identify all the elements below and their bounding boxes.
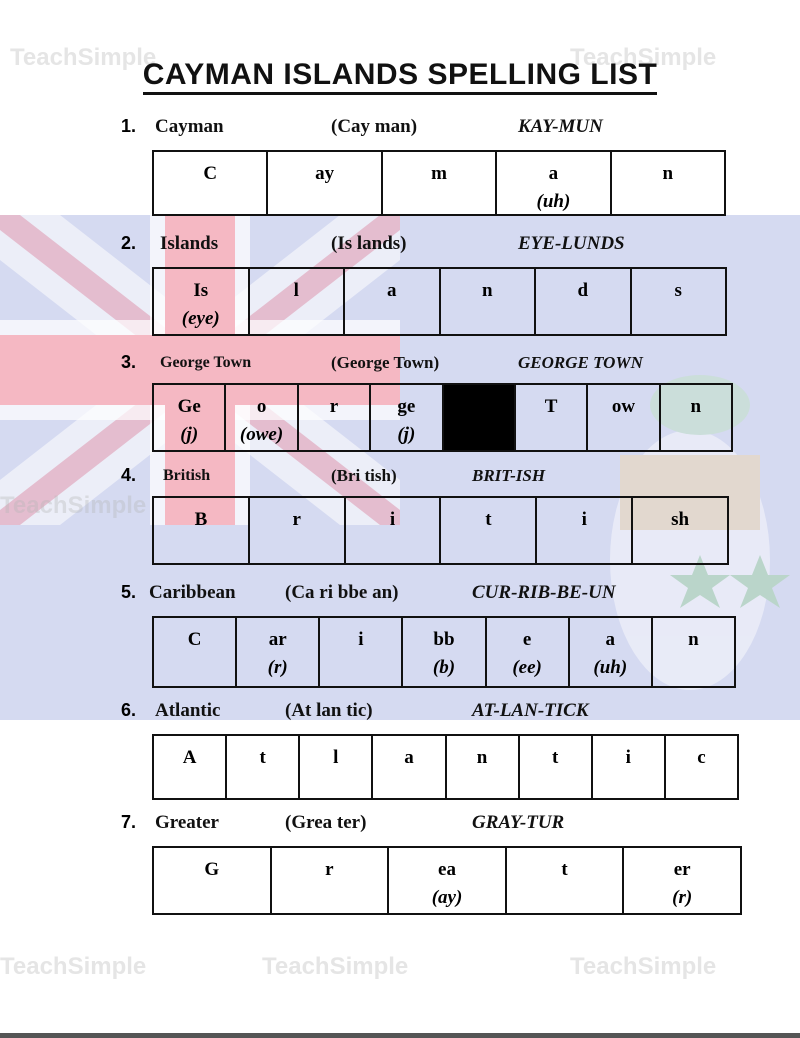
sound-hint: (owe) bbox=[239, 424, 284, 445]
watermark: TeachSimple bbox=[0, 492, 147, 519]
word-label: Atlantic bbox=[155, 700, 221, 721]
item-number: 6. bbox=[121, 700, 137, 720]
word-label: Islands bbox=[160, 233, 219, 254]
grapheme: A bbox=[182, 747, 197, 768]
letter-cell bbox=[154, 498, 250, 563]
syllable-breakdown: (At lan tic) bbox=[285, 700, 373, 721]
phonetic-spelling: AT-LAN-TICK bbox=[472, 700, 589, 721]
letter-cell bbox=[632, 269, 726, 334]
grapheme: c bbox=[697, 747, 706, 768]
grapheme: ar bbox=[268, 629, 287, 650]
item-number: 4. bbox=[121, 465, 137, 485]
phonetic-spelling: KAY-MUN bbox=[518, 116, 603, 137]
phonetic-spelling: BRIT-ISH bbox=[472, 466, 546, 485]
grapheme: G bbox=[204, 859, 220, 880]
grapheme: n bbox=[688, 629, 699, 650]
grapheme: l bbox=[333, 747, 339, 768]
grapheme: Is bbox=[193, 280, 209, 301]
grapheme: r bbox=[329, 396, 339, 417]
letter-cell bbox=[666, 736, 737, 798]
grapheme: i bbox=[389, 509, 396, 530]
watermark: TeachSimple bbox=[570, 44, 717, 71]
grapheme: Ge bbox=[177, 396, 201, 417]
letter-cell bbox=[268, 152, 382, 214]
letter-cell bbox=[507, 848, 625, 913]
grapheme: t bbox=[561, 859, 568, 880]
letter-cell bbox=[441, 498, 537, 563]
grapheme: r bbox=[292, 509, 301, 530]
letter-cell bbox=[154, 152, 268, 214]
letter-cell bbox=[497, 152, 611, 214]
letter-cell bbox=[250, 498, 346, 563]
grapheme: n bbox=[476, 747, 488, 768]
word-label: British bbox=[163, 467, 211, 484]
letter-cell bbox=[653, 618, 734, 686]
grapheme: n bbox=[481, 280, 493, 301]
letter-cell bbox=[272, 848, 390, 913]
letter-cell bbox=[154, 385, 226, 450]
letter-cell bbox=[441, 269, 537, 334]
grapheme: l bbox=[293, 280, 299, 301]
grapheme: o bbox=[256, 396, 267, 417]
phonetic-spelling: GRAY-TUR bbox=[472, 812, 565, 833]
letter-cell bbox=[389, 848, 507, 913]
letter-cell bbox=[227, 736, 300, 798]
letter-cell bbox=[237, 618, 320, 686]
grapheme: bb bbox=[433, 629, 455, 650]
letter-cell bbox=[346, 498, 442, 563]
spelling-grid bbox=[152, 267, 727, 336]
phonetic-spelling: EYE-LUNDS bbox=[518, 233, 625, 254]
letter-cell bbox=[537, 498, 633, 563]
grapheme: C bbox=[187, 629, 202, 650]
letter-cell bbox=[570, 618, 653, 686]
sound-hint: (j) bbox=[180, 424, 199, 445]
grapheme: ay bbox=[315, 163, 335, 184]
letter-cell bbox=[487, 618, 570, 686]
grapheme: a bbox=[404, 747, 414, 768]
page-edge bbox=[0, 1033, 800, 1038]
spelling-grid bbox=[152, 846, 742, 915]
syllable-breakdown: (Ca ri bbe an) bbox=[285, 582, 399, 603]
word-label: George Town bbox=[160, 354, 252, 371]
grapheme: a bbox=[387, 280, 397, 301]
grapheme: m bbox=[431, 163, 447, 184]
sound-hint: (r) bbox=[267, 657, 288, 678]
spelling-grid bbox=[152, 383, 733, 452]
letter-cell bbox=[154, 736, 227, 798]
watermark: TeachSimple bbox=[10, 44, 157, 71]
item-number: 1. bbox=[121, 116, 137, 136]
sound-hint: (j) bbox=[397, 424, 416, 445]
grapheme: ea bbox=[438, 859, 456, 880]
syllable-breakdown: (Cay man) bbox=[331, 116, 418, 137]
letter-cell bbox=[345, 269, 441, 334]
letter-cell bbox=[612, 152, 724, 214]
letter-cell bbox=[250, 269, 346, 334]
letter-cell bbox=[383, 152, 497, 214]
spelling-grid bbox=[152, 734, 739, 800]
grapheme: t bbox=[485, 509, 492, 530]
grapheme: a bbox=[548, 163, 559, 184]
sound-hint: (ee) bbox=[512, 657, 542, 678]
letter-cell bbox=[536, 269, 632, 334]
sound-hint: (b) bbox=[432, 657, 456, 678]
letter-cell bbox=[516, 385, 588, 450]
item-number: 2. bbox=[121, 233, 137, 253]
letter-cell bbox=[520, 736, 593, 798]
grapheme: ow bbox=[611, 396, 636, 417]
item-number: 7. bbox=[121, 812, 137, 832]
sound-hint: (eye) bbox=[181, 308, 220, 329]
letter-cell bbox=[154, 618, 237, 686]
letter-cell bbox=[447, 736, 520, 798]
letter-cell bbox=[299, 385, 371, 450]
word-label: Cayman bbox=[155, 116, 224, 137]
grapheme: T bbox=[544, 396, 558, 417]
grapheme: i bbox=[625, 747, 631, 768]
grapheme: d bbox=[577, 280, 589, 301]
grapheme: ge bbox=[397, 396, 416, 417]
watermark: TeachSimple bbox=[262, 953, 409, 980]
sound-hint: (uh) bbox=[536, 191, 571, 212]
syllable-breakdown: (Grea ter) bbox=[285, 812, 367, 833]
sound-hint: (uh) bbox=[593, 657, 628, 678]
grapheme: r bbox=[325, 859, 334, 880]
letter-cell bbox=[373, 736, 446, 798]
watermark: TeachSimple bbox=[0, 953, 147, 980]
grapheme: i bbox=[581, 509, 587, 530]
letter-cell bbox=[320, 618, 403, 686]
word-label: Caribbean bbox=[149, 582, 236, 603]
syllable-breakdown: (George Town) bbox=[331, 353, 440, 372]
letter-cell bbox=[593, 736, 666, 798]
grapheme: e bbox=[522, 629, 532, 650]
letter-cell bbox=[371, 385, 443, 450]
letter-cell bbox=[661, 385, 731, 450]
phonetic-spelling: CUR-RIB-BE-UN bbox=[472, 582, 616, 603]
grapheme: er bbox=[673, 859, 691, 880]
grapheme: n bbox=[690, 396, 702, 417]
grapheme: C bbox=[203, 163, 218, 184]
grapheme: n bbox=[662, 163, 674, 184]
grapheme: i bbox=[358, 629, 364, 650]
grapheme: B bbox=[194, 509, 208, 530]
letter-cell bbox=[633, 498, 727, 563]
spelling-grid bbox=[152, 616, 736, 688]
syllable-breakdown: (Is lands) bbox=[331, 233, 407, 254]
word-space-cell bbox=[444, 385, 516, 450]
spelling-grid bbox=[152, 496, 729, 565]
letter-cell bbox=[226, 385, 298, 450]
sound-hint: (r) bbox=[672, 887, 693, 908]
letter-cell bbox=[403, 618, 486, 686]
phonetic-spelling: GEORGE TOWN bbox=[518, 353, 643, 372]
word-label: Greater bbox=[155, 812, 219, 833]
letter-cell bbox=[154, 848, 272, 913]
syllable-breakdown: (Bri tish) bbox=[331, 466, 397, 485]
item-number: 5. bbox=[121, 582, 137, 602]
grapheme: a bbox=[605, 629, 616, 650]
sound-hint: (ay) bbox=[431, 887, 463, 908]
grapheme: sh bbox=[671, 509, 690, 530]
spelling-grid bbox=[152, 150, 726, 216]
watermark: TeachSimple bbox=[570, 953, 717, 980]
letter-cell bbox=[300, 736, 373, 798]
letter-cell bbox=[588, 385, 660, 450]
item-number: 3. bbox=[121, 352, 137, 372]
page-title: CAYMAN ISLANDS SPELLING LIST bbox=[0, 58, 800, 92]
letter-cell bbox=[624, 848, 740, 913]
letter-cell bbox=[154, 269, 250, 334]
grapheme: t bbox=[259, 747, 266, 768]
grapheme: t bbox=[552, 747, 559, 768]
grapheme: s bbox=[674, 280, 682, 301]
